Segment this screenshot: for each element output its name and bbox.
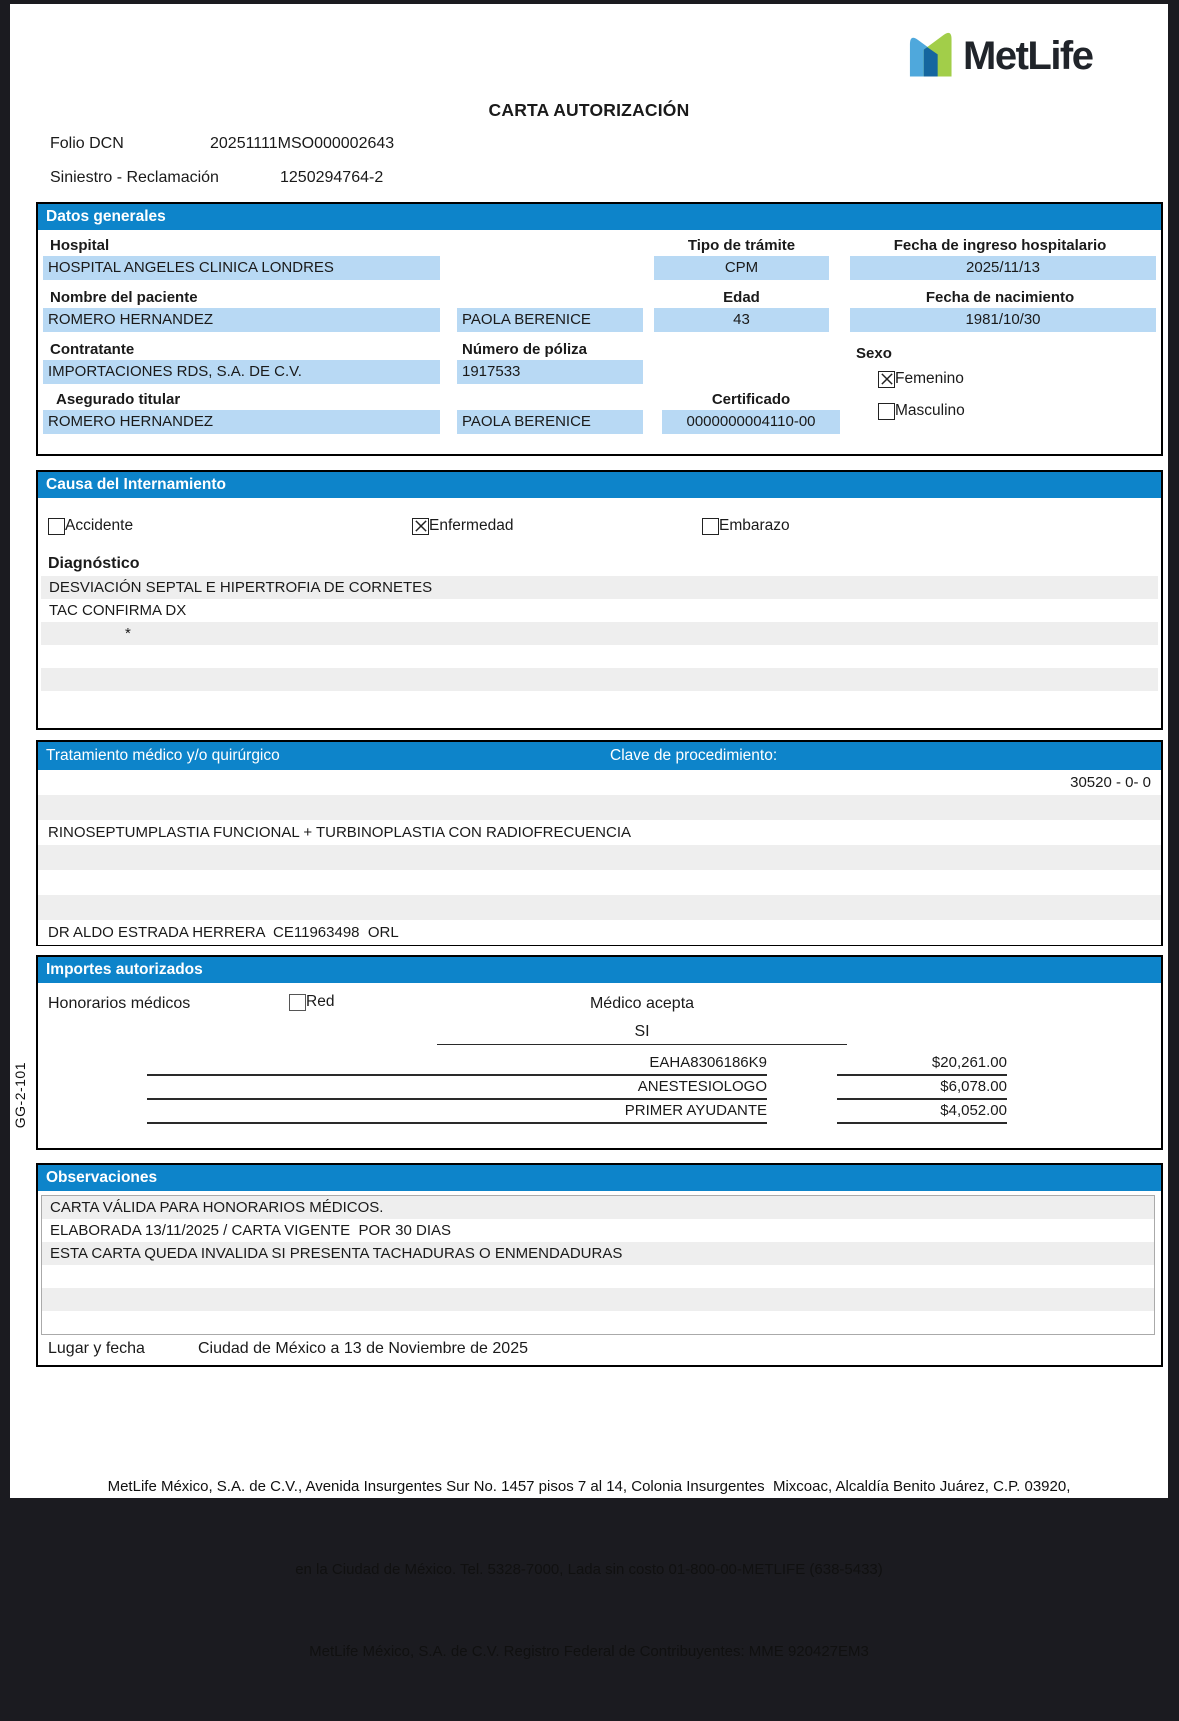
tratamiento-row bbox=[38, 795, 1161, 820]
sexo-label: Sexo bbox=[856, 345, 892, 362]
siniestro-label: Siniestro - Reclamación bbox=[50, 169, 219, 186]
observaciones-row: CARTA VÁLIDA PARA HONORARIOS MÉDICOS. bbox=[42, 1196, 1154, 1219]
certificado-field[interactable]: 0000000004110-00 bbox=[662, 410, 840, 434]
tratamiento-row bbox=[38, 845, 1161, 870]
folio-label: Folio DCN bbox=[50, 135, 124, 152]
certificado-label: Certificado bbox=[711, 391, 791, 408]
enfermedad-option[interactable] bbox=[412, 517, 513, 535]
embarazo-option[interactable] bbox=[702, 517, 790, 535]
observaciones-row bbox=[42, 1311, 1154, 1334]
section-importes bbox=[36, 955, 1163, 1150]
importe-monto: $4,052.00 bbox=[837, 1100, 1007, 1124]
paciente-nombre-field[interactable]: PAOLA BERENICE bbox=[457, 308, 643, 332]
importes-header: Importes autorizados bbox=[38, 957, 1161, 983]
footer-line-3: MetLife México, S.A. de C.V. Registro Federal de Contribuyentes: MME 920427EM3 bbox=[309, 1643, 869, 1660]
hospital-field[interactable]: HOSPITAL ANGELES CLINICA LONDRES bbox=[43, 256, 440, 280]
lugar-fecha-value: Ciudad de México a 13 de Noviembre de 2025 bbox=[198, 1340, 528, 1357]
importe-concepto: ANESTESIOLOGO bbox=[147, 1076, 767, 1100]
sexo-masculino-option[interactable] bbox=[878, 402, 965, 420]
tratamiento-row bbox=[38, 895, 1161, 920]
form-code: GG-2-101 bbox=[12, 1062, 28, 1129]
tipo-tramite-label: Tipo de trámite bbox=[687, 237, 796, 254]
accidente-option[interactable] bbox=[48, 517, 133, 535]
honorarios-label: Honorarios médicos bbox=[48, 995, 191, 1012]
folio-value: 20251111MSO000002643 bbox=[210, 135, 395, 152]
siniestro-value: 1250294764-2 bbox=[280, 169, 384, 186]
red-option[interactable] bbox=[289, 993, 334, 1011]
metlife-logo bbox=[903, 28, 1093, 85]
asegurado-nombre-field[interactable]: PAOLA BERENICE bbox=[457, 410, 643, 434]
edad-field[interactable]: 43 bbox=[654, 308, 829, 332]
section-tratamiento bbox=[36, 740, 1163, 946]
asegurado-apellidos-field[interactable]: ROMERO HERNANDEZ bbox=[43, 410, 440, 434]
diagnostico-label: Diagnóstico bbox=[48, 555, 140, 572]
sexo-femenino-option[interactable] bbox=[878, 370, 964, 388]
asegurado-label: Asegurado titular bbox=[56, 391, 181, 408]
diagnostico-rows bbox=[41, 576, 1158, 714]
enfermedad-checkbox-checked[interactable] bbox=[412, 518, 429, 535]
clave-procedimiento-label: Clave de procedimiento: bbox=[610, 747, 778, 764]
footer-line-1: MetLife México, S.A. de C.V., Avenida Insurgentes Sur No. 1457 pisos 7 al 14, Colonia Insurgentes Mixcoac, Alcaldía Benito Juárez, C.P. 03920, bbox=[107, 1478, 1071, 1495]
diagnostico-row bbox=[41, 668, 1158, 691]
poliza-field[interactable]: 1917533 bbox=[457, 360, 643, 384]
contratante-field[interactable]: IMPORTACIONES RDS, S.A. DE C.V. bbox=[43, 360, 440, 384]
masculino-label: Masculino bbox=[895, 402, 965, 419]
fecha-ingreso-field[interactable]: 2025/11/13 bbox=[850, 256, 1156, 280]
page-title: CARTA AUTORIZACIÓN bbox=[488, 100, 690, 120]
embarazo-checkbox-unchecked[interactable] bbox=[702, 518, 719, 535]
observaciones-row bbox=[42, 1288, 1154, 1311]
femenino-checkbox-checked[interactable] bbox=[878, 371, 895, 388]
tratamiento-doctor-row: DR ALDO ESTRADA HERRERA CE11963498 ORL bbox=[38, 920, 1161, 945]
section-causa-internamiento bbox=[36, 470, 1163, 730]
causa-header: Causa del Internamiento bbox=[38, 472, 1161, 498]
datos-generales-header: Datos generales bbox=[38, 204, 1161, 230]
poliza-label: Número de póliza bbox=[462, 341, 588, 358]
contratante-label: Contratante bbox=[50, 341, 135, 358]
diagnostico-row: * bbox=[41, 622, 1158, 645]
edad-label: Edad bbox=[723, 289, 760, 306]
document-page bbox=[10, 4, 1168, 1660]
importe-monto: $20,261.00 bbox=[837, 1052, 1007, 1076]
paciente-apellidos-field[interactable]: ROMERO HERNANDEZ bbox=[43, 308, 440, 332]
section-datos-generales bbox=[36, 202, 1163, 456]
medico-acepta-underline bbox=[437, 1044, 847, 1045]
accidente-checkbox-unchecked[interactable] bbox=[48, 518, 65, 535]
section-observaciones bbox=[36, 1163, 1163, 1367]
metlife-logo-icon bbox=[903, 28, 955, 85]
embarazo-label: Embarazo bbox=[719, 517, 790, 534]
diagnostico-row bbox=[41, 691, 1158, 714]
footer-line-2: en la Ciudad de México. Tel. 5328-7000, Lada sin costo 01-800-00-METLIFE (638-5433) bbox=[295, 1560, 883, 1578]
fecha-nacimiento-field[interactable]: 1981/10/30 bbox=[850, 308, 1156, 332]
fecha-nacimiento-label: Fecha de nacimiento bbox=[925, 289, 1075, 306]
hospital-label: Hospital bbox=[50, 237, 110, 254]
tratamiento-row bbox=[38, 870, 1161, 895]
metlife-wordmark: MetLife bbox=[963, 34, 1093, 78]
paciente-label: Nombre del paciente bbox=[50, 289, 198, 306]
medico-acepta-label: Médico acepta bbox=[589, 995, 695, 1012]
red-label: Red bbox=[306, 993, 335, 1010]
masculino-checkbox-unchecked[interactable] bbox=[878, 403, 895, 420]
observaciones-row: ELABORADA 13/11/2025 / CARTA VIGENTE POR 30 DIAS bbox=[42, 1219, 1154, 1242]
observaciones-rows bbox=[41, 1195, 1155, 1335]
observaciones-header: Observaciones bbox=[38, 1165, 1161, 1191]
clave-procedimiento-value: 30520 - 0- 0 bbox=[38, 770, 1161, 795]
observaciones-row: ESTA CARTA QUEDA INVALIDA SI PRESENTA TACHADURAS O ENMENDADURAS bbox=[42, 1242, 1154, 1265]
tratamiento-rows bbox=[38, 770, 1161, 945]
tratamiento-header: Tratamiento médico y/o quirúrgico bbox=[46, 747, 280, 764]
diagnostico-row: DESVIACIÓN SEPTAL E HIPERTROFIA DE CORNETES bbox=[41, 576, 1158, 599]
importe-concepto: EAHA8306186K9 bbox=[147, 1052, 767, 1076]
tipo-tramite-field[interactable]: CPM bbox=[654, 256, 829, 280]
red-checkbox-unchecked[interactable] bbox=[289, 994, 306, 1011]
footer bbox=[10, 1418, 1168, 1721]
lugar-fecha-label: Lugar y fecha bbox=[48, 1340, 145, 1357]
importe-monto: $6,078.00 bbox=[837, 1076, 1007, 1100]
observaciones-row bbox=[42, 1265, 1154, 1288]
diagnostico-row: TAC CONFIRMA DX bbox=[41, 599, 1158, 622]
fecha-ingreso-label: Fecha de ingreso hospitalario bbox=[893, 237, 1107, 254]
tratamiento-row: RINOSEPTUMPLASTIA FUNCIONAL + TURBINOPLASTIA CON RADIOFRECUENCIA bbox=[38, 820, 1161, 845]
importe-concepto: PRIMER AYUDANTE bbox=[147, 1100, 767, 1124]
medico-acepta-value: SI bbox=[634, 1023, 650, 1040]
enfermedad-label: Enfermedad bbox=[429, 517, 514, 534]
diagnostico-row bbox=[41, 645, 1158, 668]
accidente-label: Accidente bbox=[65, 517, 134, 534]
femenino-label: Femenino bbox=[895, 370, 964, 387]
